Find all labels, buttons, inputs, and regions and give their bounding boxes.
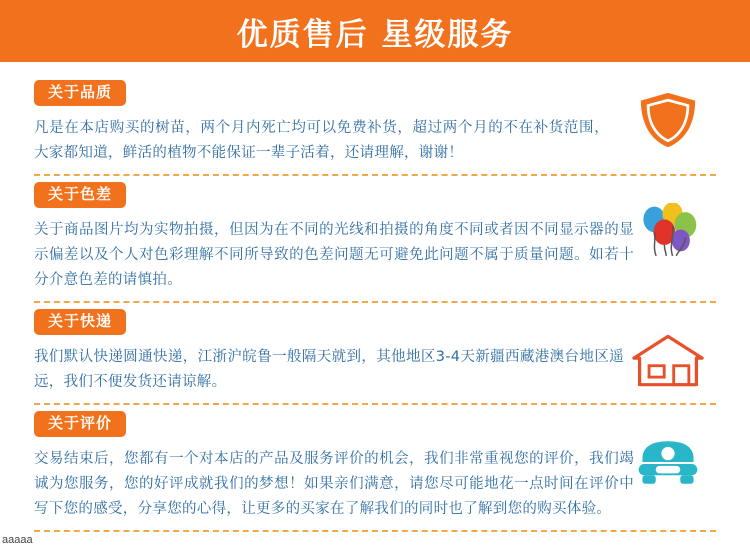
- section-divider: [34, 530, 716, 532]
- section-divider: [34, 301, 716, 303]
- section-divider: [34, 403, 716, 405]
- section-color: [34, 182, 716, 303]
- section-review: [34, 411, 716, 532]
- section-quality: [34, 80, 716, 176]
- footer-text: aaaaa: [2, 534, 33, 546]
- section-express: [34, 309, 716, 405]
- shield-icon: [620, 82, 716, 158]
- section-text-color: 关于商品图片均为实物拍摄，但因为在不同的光线和拍摄的角度不同或者因不同显示器的显示偏差以及个人对色彩理解不同所导致的色差问题无可避免此问题不属于质量问题。如若十分介意色差的请慎拍。: [34, 222, 634, 288]
- section-text-review: 交易结束后，您都有一个对本店的产品及服务评价的机会，我们非常重视您的评价，我们竭诚为您服务，您的好评成就我们的梦想！如果亲们满意，请您尽可能地花一点时间在评价中写下您的感受，分享您的心得，让更多的买家在了解我们的同时也了解到您的购买体验。: [34, 451, 634, 517]
- section-tag-color: 关于色差: [34, 182, 126, 208]
- section-tag-review: 关于评价: [34, 411, 126, 437]
- sections-container: [0, 62, 750, 532]
- page-title: 优质售后 星级服务: [236, 16, 514, 53]
- section-tag-express: 关于快递: [34, 309, 126, 335]
- section-text-quality: 凡是在本店购买的树苗，两个月内死亡均可以免费补货，超过两个月的不在补货范围，大家都知道，鲜活的植物不能保证一辈子活着，还请理解，谢谢！: [34, 120, 609, 161]
- telephone-icon: [620, 425, 716, 501]
- section-divider: [34, 174, 716, 176]
- house-icon: [620, 323, 716, 399]
- section-text-express: 我们默认快递圆通快递，江浙沪皖鲁一般隔天就到，其他地区3-4天新疆西藏港澳台地区遥远，我们不便发货还请谅解。: [34, 349, 624, 390]
- section-tag-quality: 关于品质: [34, 80, 126, 106]
- header-banner: [0, 0, 750, 62]
- balloons-icon: [620, 196, 716, 272]
